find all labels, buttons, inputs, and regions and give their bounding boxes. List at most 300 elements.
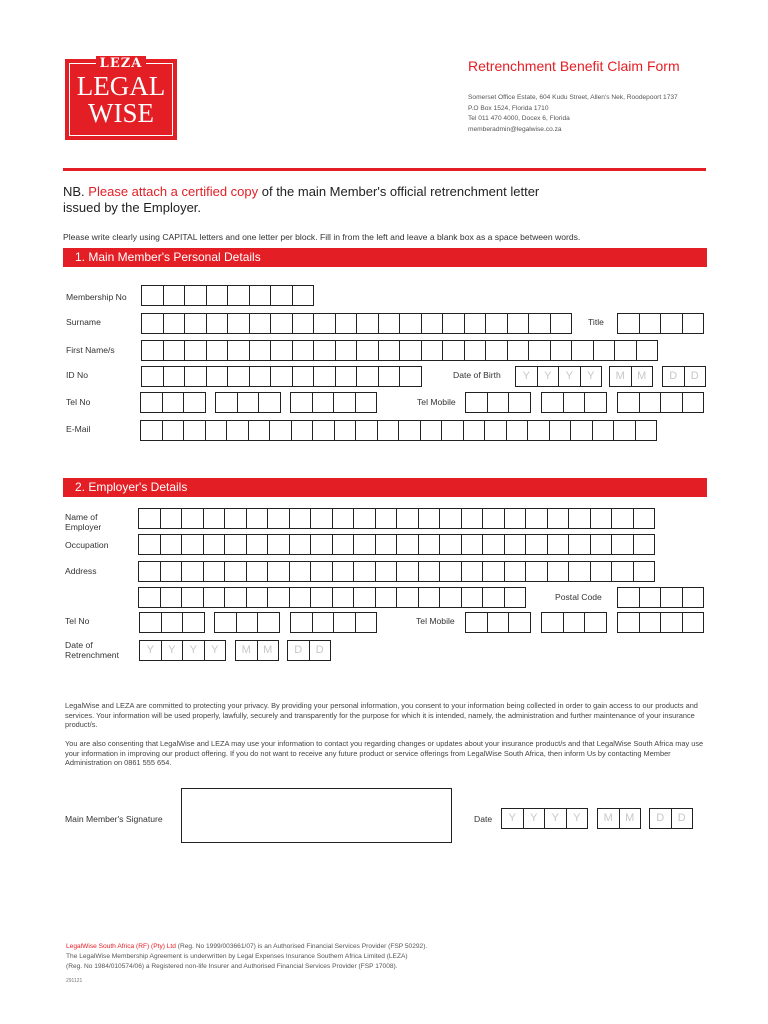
letter-box[interactable] bbox=[226, 420, 249, 441]
letter-box[interactable] bbox=[484, 420, 507, 441]
tel-no-part3-input[interactable] bbox=[290, 392, 377, 413]
letter-box[interactable] bbox=[611, 534, 634, 555]
signature-day-input[interactable] bbox=[649, 808, 693, 829]
letter-box[interactable] bbox=[592, 420, 615, 441]
surname-input[interactable] bbox=[141, 313, 572, 334]
letter-box[interactable] bbox=[525, 561, 548, 582]
letter-box[interactable] bbox=[353, 508, 376, 529]
letter-box[interactable] bbox=[504, 587, 527, 608]
letter-box[interactable] bbox=[525, 534, 548, 555]
letter-box[interactable] bbox=[439, 587, 462, 608]
letter-box[interactable] bbox=[267, 587, 290, 608]
letter-box[interactable] bbox=[617, 313, 640, 334]
letter-box[interactable] bbox=[682, 587, 705, 608]
letter-box[interactable] bbox=[332, 534, 355, 555]
letter-box[interactable] bbox=[482, 587, 505, 608]
letter-box[interactable] bbox=[203, 534, 226, 555]
letter-box[interactable]: Y bbox=[204, 640, 227, 661]
letter-box[interactable] bbox=[206, 285, 229, 306]
letter-box[interactable] bbox=[571, 340, 594, 361]
employer-mobile-part3-input[interactable] bbox=[617, 612, 704, 633]
letter-box[interactable] bbox=[461, 534, 484, 555]
letter-box[interactable] bbox=[289, 587, 312, 608]
letter-box[interactable] bbox=[181, 534, 204, 555]
letter-box[interactable] bbox=[249, 366, 272, 387]
letter-box[interactable] bbox=[660, 392, 683, 413]
logo-leza: LEZA bbox=[65, 56, 177, 71]
letter-box[interactable] bbox=[584, 612, 607, 633]
letter-box[interactable] bbox=[138, 587, 161, 608]
letter-box[interactable] bbox=[183, 392, 206, 413]
letter-box[interactable] bbox=[508, 612, 531, 633]
letter-box[interactable] bbox=[355, 392, 378, 413]
letter-box[interactable] bbox=[141, 366, 164, 387]
letter-box[interactable] bbox=[636, 340, 659, 361]
letter-box[interactable] bbox=[418, 534, 441, 555]
letter-box[interactable] bbox=[660, 587, 683, 608]
employer-tel-code-input[interactable] bbox=[139, 612, 205, 633]
letter-box[interactable] bbox=[214, 612, 237, 633]
letter-box[interactable] bbox=[257, 612, 280, 633]
notice-text-2: issued by the Employer. bbox=[63, 200, 202, 215]
letter-box[interactable] bbox=[593, 340, 616, 361]
letter-box[interactable]: M bbox=[619, 808, 642, 829]
letter-box[interactable] bbox=[418, 587, 441, 608]
letter-box[interactable] bbox=[639, 392, 662, 413]
letter-box[interactable] bbox=[563, 392, 586, 413]
letter-box[interactable] bbox=[356, 366, 379, 387]
letter-box[interactable] bbox=[310, 508, 333, 529]
letter-box[interactable] bbox=[313, 313, 336, 334]
letter-box[interactable] bbox=[633, 508, 656, 529]
letter-box[interactable] bbox=[236, 612, 259, 633]
letter-box[interactable] bbox=[682, 392, 705, 413]
letter-box[interactable] bbox=[312, 392, 335, 413]
employer-mobile-part2-input[interactable] bbox=[541, 612, 607, 633]
letter-box[interactable] bbox=[465, 612, 488, 633]
retrench-year-input[interactable] bbox=[139, 640, 226, 661]
letter-box[interactable] bbox=[160, 508, 183, 529]
employer-name-input[interactable] bbox=[138, 508, 655, 529]
letter-box[interactable] bbox=[332, 561, 355, 582]
retrench-day-input[interactable] bbox=[287, 640, 331, 661]
employer-tel-part2-input[interactable] bbox=[214, 612, 280, 633]
letter-box[interactable] bbox=[507, 313, 530, 334]
letter-box[interactable] bbox=[617, 612, 640, 633]
letter-box[interactable] bbox=[614, 340, 637, 361]
letter-box[interactable] bbox=[441, 420, 464, 441]
letter-box[interactable] bbox=[590, 534, 613, 555]
company-address bbox=[468, 93, 678, 135]
letter-box[interactable] bbox=[547, 561, 570, 582]
letter-box[interactable] bbox=[206, 313, 229, 334]
letter-box[interactable] bbox=[547, 508, 570, 529]
letter-box[interactable] bbox=[227, 313, 250, 334]
letter-box[interactable] bbox=[528, 313, 551, 334]
tel-mobile-code-input[interactable] bbox=[465, 392, 531, 413]
letter-box[interactable] bbox=[418, 508, 441, 529]
letter-box[interactable] bbox=[203, 587, 226, 608]
date-of-retrenchment-label bbox=[65, 640, 119, 660]
dob-year-input[interactable] bbox=[515, 366, 602, 387]
letter-box[interactable] bbox=[290, 392, 313, 413]
letter-box[interactable] bbox=[160, 587, 183, 608]
letter-box[interactable] bbox=[563, 612, 586, 633]
letter-box[interactable] bbox=[270, 313, 293, 334]
letter-box[interactable] bbox=[335, 340, 358, 361]
employer-mobile-code-input[interactable] bbox=[465, 612, 531, 633]
signature-month-input[interactable] bbox=[597, 808, 641, 829]
membership-no-input[interactable] bbox=[141, 285, 314, 306]
letter-box[interactable] bbox=[639, 313, 662, 334]
letter-box[interactable] bbox=[633, 534, 656, 555]
letter-box[interactable] bbox=[141, 340, 164, 361]
letter-box[interactable]: M bbox=[609, 366, 632, 387]
letter-box[interactable] bbox=[504, 508, 527, 529]
letter-box[interactable] bbox=[139, 612, 162, 633]
letter-box[interactable] bbox=[442, 340, 465, 361]
letter-box[interactable] bbox=[549, 420, 572, 441]
letter-box[interactable] bbox=[183, 420, 206, 441]
letter-box[interactable] bbox=[617, 392, 640, 413]
letter-box[interactable] bbox=[184, 285, 207, 306]
letter-box[interactable] bbox=[541, 612, 564, 633]
title-label: Title bbox=[588, 317, 604, 327]
letter-box[interactable] bbox=[568, 561, 591, 582]
letter-box[interactable] bbox=[461, 587, 484, 608]
letter-box[interactable] bbox=[421, 313, 444, 334]
letter-box[interactable] bbox=[660, 313, 683, 334]
letter-box[interactable] bbox=[504, 534, 527, 555]
letter-box[interactable] bbox=[269, 420, 292, 441]
letter-box[interactable] bbox=[465, 392, 488, 413]
letter-box[interactable] bbox=[568, 508, 591, 529]
letter-box[interactable] bbox=[248, 420, 271, 441]
letter-box[interactable] bbox=[227, 285, 250, 306]
postal-code-label: Postal Code bbox=[555, 592, 602, 602]
address-line: Tel 011 470 4000, Docex 6, Florida bbox=[468, 115, 570, 122]
logo-legal: LEGAL bbox=[76, 71, 166, 101]
letter-box[interactable]: Y bbox=[580, 366, 603, 387]
letter-box[interactable] bbox=[184, 340, 207, 361]
letter-box[interactable]: M bbox=[235, 640, 258, 661]
tel-mobile-part3-input[interactable] bbox=[617, 392, 704, 413]
letter-box[interactable] bbox=[203, 508, 226, 529]
letter-box[interactable] bbox=[507, 340, 530, 361]
form-title: Retrenchment Benefit Claim Form bbox=[468, 58, 680, 74]
letter-box[interactable] bbox=[635, 420, 658, 441]
letter-box[interactable] bbox=[527, 420, 550, 441]
tel-no-part2-input[interactable] bbox=[215, 392, 281, 413]
letter-box[interactable] bbox=[375, 534, 398, 555]
letter-box[interactable] bbox=[464, 340, 487, 361]
letter-box[interactable] bbox=[267, 534, 290, 555]
letter-box[interactable] bbox=[485, 340, 508, 361]
address-line1-input[interactable] bbox=[138, 561, 655, 582]
letter-box[interactable] bbox=[550, 313, 573, 334]
letter-box[interactable] bbox=[611, 508, 634, 529]
letter-box[interactable]: D bbox=[671, 808, 694, 829]
letter-box[interactable] bbox=[227, 340, 250, 361]
letter-box[interactable] bbox=[205, 420, 228, 441]
letter-box[interactable] bbox=[206, 366, 229, 387]
letter-box[interactable] bbox=[399, 366, 422, 387]
letter-box[interactable] bbox=[482, 534, 505, 555]
letter-box[interactable] bbox=[541, 392, 564, 413]
letter-box[interactable] bbox=[355, 612, 378, 633]
letter-box[interactable] bbox=[289, 561, 312, 582]
letter-box[interactable] bbox=[237, 392, 260, 413]
signature-label: Main Member's Signature bbox=[65, 814, 163, 824]
letter-box[interactable] bbox=[378, 366, 401, 387]
letter-box[interactable]: M bbox=[597, 808, 620, 829]
letter-box[interactable] bbox=[292, 313, 315, 334]
letter-box[interactable] bbox=[163, 313, 186, 334]
letter-box[interactable] bbox=[181, 508, 204, 529]
letter-box[interactable] bbox=[310, 534, 333, 555]
letter-box[interactable] bbox=[140, 392, 163, 413]
occupation-input[interactable] bbox=[138, 534, 655, 555]
letter-box[interactable] bbox=[375, 561, 398, 582]
letter-box[interactable] bbox=[584, 392, 607, 413]
letter-box[interactable] bbox=[378, 313, 401, 334]
letter-box[interactable] bbox=[310, 561, 333, 582]
letter-box[interactable] bbox=[163, 366, 186, 387]
letter-box[interactable] bbox=[227, 366, 250, 387]
letter-box[interactable]: Y bbox=[515, 366, 538, 387]
letter-box[interactable] bbox=[570, 420, 593, 441]
letter-box[interactable] bbox=[396, 587, 419, 608]
letter-box[interactable] bbox=[141, 313, 164, 334]
dob-month-input[interactable] bbox=[609, 366, 653, 387]
retrench-month-input[interactable] bbox=[235, 640, 279, 661]
letter-box[interactable] bbox=[399, 340, 422, 361]
tel-no-code-input[interactable] bbox=[140, 392, 206, 413]
title-input[interactable] bbox=[617, 313, 704, 334]
logo-wise: WISE bbox=[88, 98, 154, 128]
letter-box[interactable] bbox=[184, 366, 207, 387]
letter-box[interactable] bbox=[333, 392, 356, 413]
letter-box[interactable]: Y bbox=[544, 808, 567, 829]
letter-box[interactable] bbox=[162, 392, 185, 413]
letter-box[interactable]: Y bbox=[161, 640, 184, 661]
letter-box[interactable] bbox=[461, 508, 484, 529]
letter-box[interactable] bbox=[525, 508, 548, 529]
postal-code-input[interactable] bbox=[617, 587, 704, 608]
letter-box[interactable] bbox=[617, 587, 640, 608]
letter-box[interactable] bbox=[439, 534, 462, 555]
letter-box[interactable] bbox=[182, 612, 205, 633]
letter-box[interactable] bbox=[633, 561, 656, 582]
letter-box[interactable] bbox=[528, 340, 551, 361]
letter-box[interactable] bbox=[203, 561, 226, 582]
letter-box[interactable] bbox=[398, 420, 421, 441]
letter-box[interactable] bbox=[270, 366, 293, 387]
letter-box[interactable]: D bbox=[309, 640, 332, 661]
tel-mobile-part2-input[interactable] bbox=[541, 392, 607, 413]
letter-box[interactable] bbox=[249, 313, 272, 334]
letter-box[interactable] bbox=[224, 561, 247, 582]
letter-box[interactable] bbox=[332, 587, 355, 608]
letter-box[interactable] bbox=[550, 340, 573, 361]
letter-box[interactable] bbox=[162, 420, 185, 441]
letter-box[interactable] bbox=[312, 612, 335, 633]
letter-box[interactable] bbox=[163, 340, 186, 361]
letter-box[interactable] bbox=[267, 561, 290, 582]
letter-box[interactable] bbox=[396, 534, 419, 555]
letter-box[interactable] bbox=[246, 587, 269, 608]
letter-box[interactable]: Y bbox=[139, 640, 162, 661]
letter-box[interactable] bbox=[504, 561, 527, 582]
letter-box[interactable] bbox=[611, 561, 634, 582]
letter-box[interactable] bbox=[375, 587, 398, 608]
letter-box[interactable] bbox=[353, 534, 376, 555]
letter-box[interactable] bbox=[292, 285, 315, 306]
letter-box[interactable] bbox=[291, 420, 314, 441]
letter-box[interactable]: Y bbox=[558, 366, 581, 387]
letter-box[interactable] bbox=[313, 340, 336, 361]
letter-box[interactable] bbox=[224, 587, 247, 608]
letter-box[interactable] bbox=[590, 561, 613, 582]
letter-box[interactable] bbox=[399, 313, 422, 334]
letter-box[interactable] bbox=[138, 561, 161, 582]
letter-box[interactable] bbox=[353, 561, 376, 582]
letter-box[interactable] bbox=[375, 508, 398, 529]
letter-box[interactable] bbox=[660, 612, 683, 633]
letter-box[interactable] bbox=[639, 612, 662, 633]
letter-box[interactable] bbox=[487, 612, 510, 633]
letter-box[interactable] bbox=[138, 508, 161, 529]
privacy-paragraph-1: LegalWise and LEZA are committed to protecting your privacy. By providing your personal information, you consent to your information being collected in order to gain access to our products and services. Your information will be used properly, lawfully, securely and transparently for the purpose for which it is intended, namely, the administration and further maintenance of your insurance product/s. bbox=[65, 701, 698, 729]
letter-box[interactable] bbox=[215, 392, 238, 413]
letter-box[interactable]: Y bbox=[501, 808, 524, 829]
letter-box[interactable] bbox=[439, 508, 462, 529]
letter-box[interactable] bbox=[181, 587, 204, 608]
letter-box[interactable] bbox=[289, 534, 312, 555]
letter-box[interactable] bbox=[439, 561, 462, 582]
letter-box[interactable] bbox=[289, 508, 312, 529]
letter-box[interactable]: M bbox=[257, 640, 280, 661]
letter-box[interactable] bbox=[482, 508, 505, 529]
signature-box[interactable] bbox=[181, 788, 452, 843]
address-line2-input[interactable] bbox=[138, 587, 526, 608]
letter-box[interactable] bbox=[421, 340, 444, 361]
letter-box[interactable] bbox=[206, 340, 229, 361]
signature-year-input[interactable] bbox=[501, 808, 588, 829]
letter-box[interactable] bbox=[161, 612, 184, 633]
letter-box[interactable] bbox=[267, 508, 290, 529]
letter-box[interactable] bbox=[224, 508, 247, 529]
email-input[interactable] bbox=[140, 420, 657, 441]
letter-box[interactable] bbox=[249, 285, 272, 306]
letter-box[interactable] bbox=[547, 534, 570, 555]
letter-box[interactable] bbox=[312, 420, 335, 441]
letter-box[interactable] bbox=[682, 612, 705, 633]
letter-box[interactable]: D bbox=[649, 808, 672, 829]
letter-box[interactable] bbox=[356, 313, 379, 334]
letter-box[interactable] bbox=[442, 313, 465, 334]
letter-box[interactable] bbox=[160, 534, 183, 555]
letter-box[interactable] bbox=[310, 587, 333, 608]
letter-box[interactable] bbox=[506, 420, 529, 441]
letter-box[interactable]: D bbox=[287, 640, 310, 661]
letter-box[interactable]: Y bbox=[182, 640, 205, 661]
letter-box[interactable] bbox=[335, 313, 358, 334]
letter-box[interactable] bbox=[290, 612, 313, 633]
letter-box[interactable] bbox=[246, 508, 269, 529]
letter-box[interactable] bbox=[590, 508, 613, 529]
letter-box[interactable] bbox=[353, 587, 376, 608]
letter-box[interactable]: Y bbox=[537, 366, 560, 387]
letter-box[interactable] bbox=[332, 508, 355, 529]
letter-box[interactable] bbox=[568, 534, 591, 555]
letter-box[interactable]: D bbox=[684, 366, 707, 387]
letter-box[interactable] bbox=[270, 340, 293, 361]
letter-box[interactable] bbox=[487, 392, 510, 413]
letter-box[interactable] bbox=[270, 285, 293, 306]
letter-box[interactable] bbox=[613, 420, 636, 441]
letter-box[interactable] bbox=[140, 420, 163, 441]
letter-box[interactable] bbox=[246, 534, 269, 555]
letter-box[interactable] bbox=[224, 534, 247, 555]
letter-box[interactable] bbox=[335, 366, 358, 387]
letter-box[interactable]: D bbox=[662, 366, 685, 387]
letter-box[interactable] bbox=[181, 561, 204, 582]
letter-box[interactable] bbox=[418, 561, 441, 582]
first-names-input[interactable] bbox=[141, 340, 658, 361]
letter-box[interactable] bbox=[313, 366, 336, 387]
letter-box[interactable] bbox=[639, 587, 662, 608]
letter-box[interactable] bbox=[292, 340, 315, 361]
letter-box[interactable] bbox=[396, 508, 419, 529]
dob-day-input[interactable] bbox=[662, 366, 706, 387]
letter-box[interactable] bbox=[508, 392, 531, 413]
letter-box[interactable] bbox=[258, 392, 281, 413]
letter-box[interactable]: M bbox=[631, 366, 654, 387]
document-code: 291121 bbox=[66, 978, 83, 984]
letter-box[interactable] bbox=[682, 313, 705, 334]
letter-box[interactable] bbox=[377, 420, 400, 441]
letter-box[interactable] bbox=[464, 313, 487, 334]
letter-box[interactable] bbox=[355, 420, 378, 441]
employer-label-line2: Employer bbox=[65, 522, 102, 532]
letter-box[interactable] bbox=[463, 420, 486, 441]
letter-box[interactable] bbox=[138, 534, 161, 555]
tel-mobile-label: Tel Mobile bbox=[417, 397, 456, 407]
letter-box[interactable] bbox=[292, 366, 315, 387]
letter-box[interactable] bbox=[334, 420, 357, 441]
letter-box[interactable] bbox=[160, 561, 183, 582]
id-no-input[interactable] bbox=[141, 366, 422, 387]
letter-box[interactable] bbox=[141, 285, 164, 306]
letter-box[interactable] bbox=[485, 313, 508, 334]
employer-tel-part3-input[interactable] bbox=[290, 612, 377, 633]
letter-box[interactable] bbox=[396, 561, 419, 582]
letter-box[interactable]: Y bbox=[523, 808, 546, 829]
letter-box[interactable] bbox=[184, 313, 207, 334]
letter-box[interactable] bbox=[333, 612, 356, 633]
letter-box[interactable]: Y bbox=[566, 808, 589, 829]
letter-box[interactable] bbox=[420, 420, 443, 441]
letter-box[interactable] bbox=[356, 340, 379, 361]
letter-box[interactable] bbox=[246, 561, 269, 582]
letter-box[interactable] bbox=[461, 561, 484, 582]
letter-box[interactable] bbox=[482, 561, 505, 582]
header-divider bbox=[63, 168, 706, 171]
letter-box[interactable] bbox=[249, 340, 272, 361]
letter-box[interactable] bbox=[378, 340, 401, 361]
letter-box[interactable] bbox=[163, 285, 186, 306]
